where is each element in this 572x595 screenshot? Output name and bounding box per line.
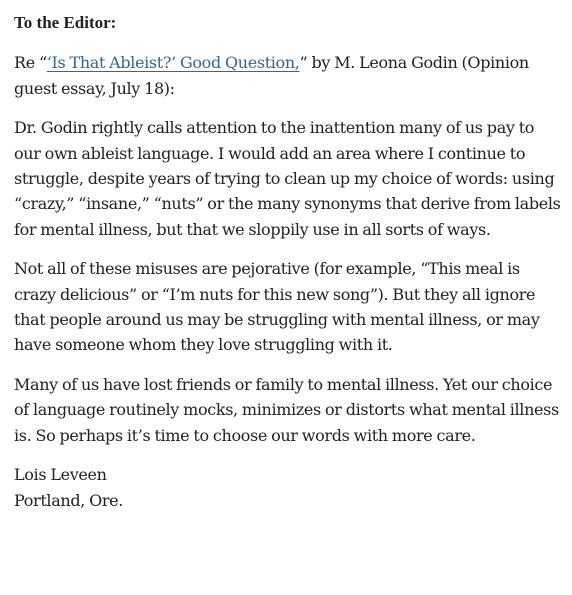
letter-to-editor [14,4,562,513]
signature-name: Lois Leveen [14,465,107,485]
reference-prefix: Re “ [14,53,47,73]
paragraph-2: Not all of these misuses are pejorative (for example, “This meal is crazy delicious” or “I’m nuts for this new song”). But they all ignore that people around us may be struggling with mental illness, or may have someone whom they love struggling with it. [14,259,540,355]
salutation: To the Editor: [14,13,117,32]
paragraph-1: Dr. Godin rightly calls attention to the inattention many of us pay to our own ableist language. I would add an area where I continue to struggle, despite years of trying to clean up my choice of words: using “crazy,” “insane,” “nuts” or the many synonyms that derive from labels for mental illness, but that we sloppily use in all sorts of ways. [14,118,561,239]
essay-link[interactable]: ‘Is That Ableist?’ Good Question, [46,53,300,73]
reference-line [14,50,562,101]
paragraph-3: Many of us have lost friends or family to mental illness. Yet our choice of language routinely mocks, minimizes or distorts what mental illness is. So perhaps it’s time to choose our words with more care. [14,374,559,445]
signature-location: Portland, Ore. [14,490,124,510]
signature-block [14,462,562,513]
reference-suffix: ” by M. Leona Godin (Opinion guest essay, July 18): [14,53,529,98]
